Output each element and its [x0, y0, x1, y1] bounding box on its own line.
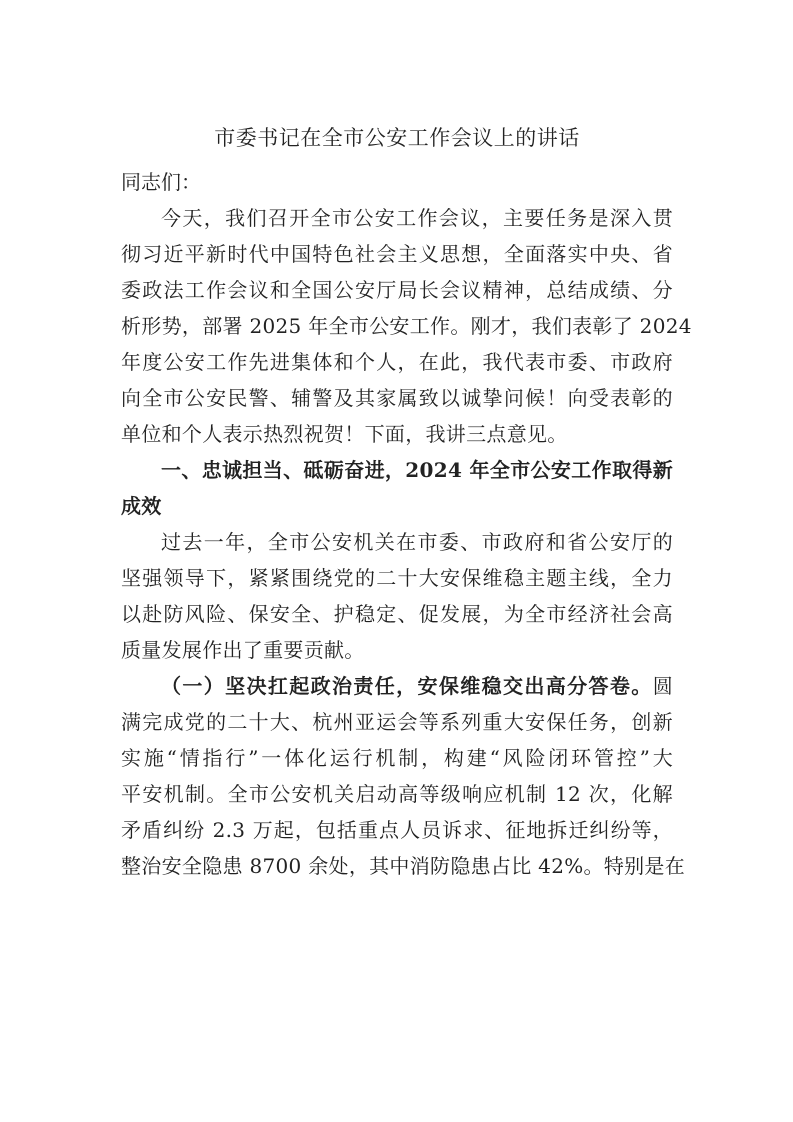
paragraph-line: 实施“情指行”一体化运行机制，构建“风险闭环管控”大 [121, 746, 673, 770]
paragraph-line: 平安机制。全市公安机关启动高等级响应机制 12 次，化解 [121, 782, 673, 806]
section-paragraph [121, 524, 673, 668]
paragraph-line: 委政法工作会议和全国公安厅局长会议精神，总结成绩、分 [121, 278, 673, 302]
document-page [121, 120, 692, 884]
paragraph-line: 坚强领导下，紧紧围绕党的二十大安保维稳主题主线，全力 [121, 566, 673, 590]
paragraph-line: 彻习近平新时代中国特色社会主义思想，全面落实中央、省 [121, 242, 673, 266]
paragraph-line: 单位和个人表示热烈祝贺！下面，我讲三点意见。 [121, 422, 568, 446]
paragraph-line: 向全市公安民警、辅警及其家属致以诚挚问候！向受表彰的 [121, 386, 673, 410]
paragraph-line: 矛盾纠纷 2.3 万起，包括重点人员诉求、征地拆迁纠纷等， [121, 818, 673, 842]
paragraph-line: 整治安全隐患 8700 余处，其中消防隐患占比 42%。特别是在 [121, 854, 686, 878]
paragraph-line: 满完成党的二十大、杭州亚运会等系列重大安保任务，创新 [121, 710, 673, 734]
intro-paragraph [121, 200, 692, 452]
paragraph-line: 今天，我们召开全市公安工作会议，主要任务是深入贯 [161, 206, 673, 230]
subsection-lead: （一）坚决扛起政治责任，安保维稳交出高分答卷。 [161, 674, 653, 698]
paragraph-line: 年度公安工作先进集体和个人，在此，我代表市委、市政府 [121, 350, 673, 374]
salutation: 同志们： [121, 170, 201, 194]
paragraph-line: 以赴防风险、保安全、护稳定、促发展，为全市经济社会高 [121, 602, 673, 626]
section-heading-line: 成效 [121, 494, 162, 518]
section-heading-line: 一、忠诚担当、砥砺奋进，2024 年全市公安工作取得新 [161, 458, 673, 482]
paragraph-line-tail: 圆 [652, 674, 673, 698]
paragraph-line [121, 668, 673, 704]
subsection-paragraph [121, 668, 686, 884]
document-title: 市委书记在全市公安工作会议上的讲话 [214, 126, 580, 150]
paragraph-line: 析形势，部署 2025 年全市公安工作。刚才，我们表彰了 2024 [121, 314, 692, 338]
paragraph-line: 质量发展作出了重要贡献。 [121, 638, 365, 662]
paragraph-line: 过去一年，全市公安机关在市委、市政府和省公安厅的 [161, 530, 673, 554]
section-heading [121, 452, 673, 524]
